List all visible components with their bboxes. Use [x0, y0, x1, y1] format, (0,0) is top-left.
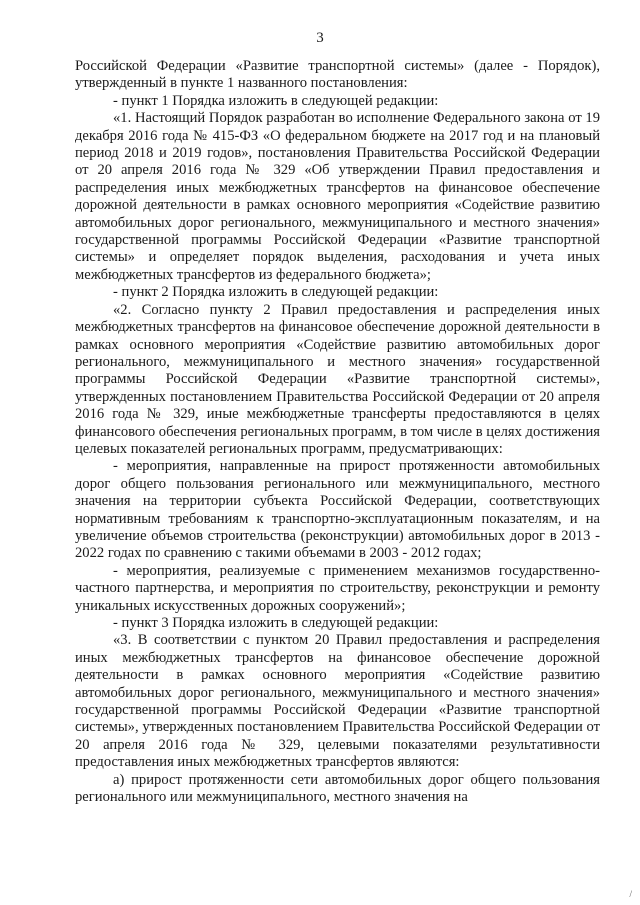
paragraph-item-2-heading: - пункт 2 Порядка изложить в следующей редакции:: [113, 284, 439, 301]
document-body: [75, 58, 600, 806]
page-number: 3: [316, 30, 324, 46]
paragraph-item-1-heading: - пункт 1 Порядка изложить в следующей редакции:: [113, 92, 439, 109]
paragraph-item-2-text: «2. Согласно пункту 2 Правил предоставления и распределения иных межбюджетных трансфертов на финансовое обеспечение дорожной деятельности в рамках основного мероприятия «Содействие развитию автомобильных дорог регионального, межмуниципального и местного значения» государственной программы Российской Федерации «Развитие транспортной системы», утвержденных постановлением Правительства Российской Федерации от 20 апреля 2016 года № 329, иные межбюджетные трансферты предоставляются в целях финансового обеспечения региональных программ, в том числе в целях достижения целевых показателей региональных программ, предусматривающих:: [75, 301, 600, 457]
paragraph-item-1-text: «1. Настоящий Порядок разработан во исполнение Федерального закона от 19 декабря 2016 года № 415-ФЗ «О федеральном бюджете на 2017 год и на плановый период 2018 и 2019 годов», постановления Правительства Российской Федерации от 20 апреля 2016 года № 329 «Об утверждении Правил предоставления и распределения иных межбюджетных трансфертов на финансовое обеспечение дорожной деятельности в рамках основного мероприятия «Содействие развитию автомобильных дорог регионального, межмуниципального и местного значения» государственной программы Российской Федерации «Развитие транспортной системы» и определяет порядок выделения, расходования и учета иных межбюджетных трансфертов из федерального бюджета»;: [75, 110, 600, 283]
paragraph-bullet-1: - мероприятия, направленные на прирост протяженности автомобильных дорог общего пользования регионального или межмуниципального, местного значения на территории субъекта Российской Федерации, соответствующих нормативным требованиям к транспортно-эксплуатационным показателям, и на увеличение объемов строительства (реконструкции) автомобильных дорог в 2013 - 2022 годах по сравнению с такими объемами в 2003 - 2012 годах;: [75, 458, 600, 562]
paragraph-continuation: Российской Федерации «Развитие транспортной системы» (далее - Порядок), утвержденный в пункте 1 названного постановления:: [75, 58, 600, 92]
paragraph-subitem-a: а) прирост протяженности сети автомобильных дорог общего пользования регионального или межмуниципального, местного значения на: [75, 771, 600, 806]
paragraph-item-3-text: «3. В соответствии с пунктом 20 Правил предоставления и распределения иных межбюджетных трансфертов на финансовое обеспечение дорожной деятельности в рамках основного мероприятия «Содействие развитию автомобильных дорог регионального, межмуниципального и местного значения» государственной программы Российской Федерации «Развитие транспортной системы», утвержденных постановлением Правительства Российской Федерации от 20 апреля 2016 года № 329, целевыми показателями результативности предоставления иных межбюджетных трансфертов являются:: [75, 632, 600, 771]
paragraph-bullet-2: - мероприятия, реализуемые с применением механизмов государственно-частного партнерства, и мероприятия по строительству, реконструкции и ремонту уникальных искусственных дорожных сооружений»;: [75, 562, 600, 614]
corner-mark: /: [629, 889, 632, 899]
paragraph-item-3-heading: - пункт 3 Порядка изложить в следующей редакции:: [113, 615, 439, 631]
